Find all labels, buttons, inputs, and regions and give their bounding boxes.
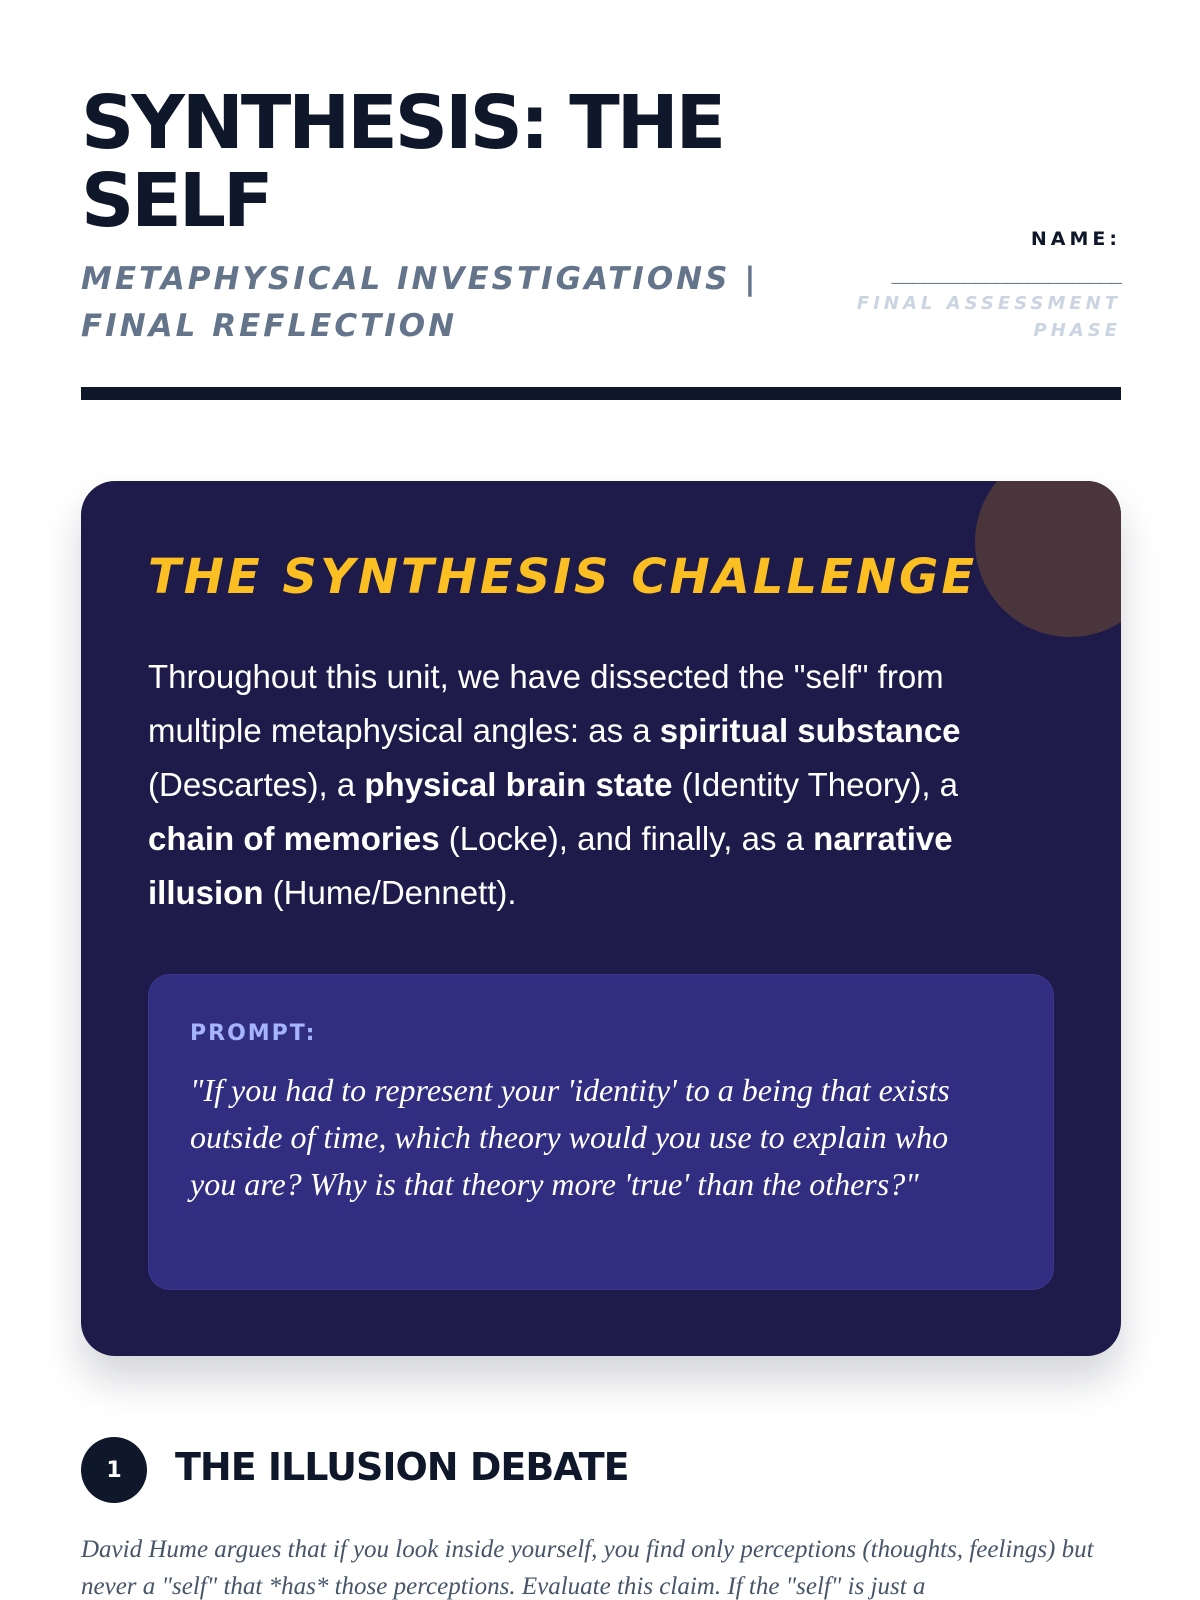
phase-label: FINAL ASSESSMENT PHASE bbox=[856, 293, 1121, 341]
name-field[interactable]: ______________________ bbox=[891, 262, 1121, 284]
challenge-term: spiritual substance bbox=[659, 712, 961, 749]
page-title: SYNTHESIS: THE SELF bbox=[81, 80, 724, 244]
challenge-text: (Hume/Dennett). bbox=[263, 874, 517, 911]
section-title: THE ILLUSION DEBATE bbox=[175, 1445, 629, 1489]
section-number-badge: 1 bbox=[81, 1437, 147, 1503]
challenge-term: narrative illusion bbox=[148, 820, 953, 911]
section-body: David Hume argues that if you look inside yourself, you find only perceptions (thoughts, feelings) but never a "self" that *has* those perceptions. Evaluate this claim. If the "self" is just a bbox=[81, 1536, 1094, 1600]
page-header bbox=[81, 80, 1121, 404]
challenge-card bbox=[81, 481, 1121, 1356]
prompt-label: PROMPT: bbox=[190, 1021, 317, 1046]
challenge-title: THE SYNTHESIS CHALLENGE bbox=[148, 549, 978, 605]
challenge-text: (Identity Theory), a bbox=[672, 766, 959, 803]
page-subtitle: METAPHYSICAL INVESTIGATIONS | FINAL REFLECTION bbox=[81, 261, 759, 344]
header-divider bbox=[81, 387, 1121, 400]
challenge-term: physical brain state bbox=[364, 766, 673, 803]
challenge-text: Throughout this unit, we have dissected the "self" from multiple metaphysical angles: as a bbox=[148, 658, 944, 749]
challenge-body bbox=[148, 650, 1008, 920]
name-block bbox=[801, 228, 1121, 344]
prompt-text: "If you had to represent your 'identity' to a being that exists outside of time, which theory would you use to explain who you are? Why is that theory more 'true' than the others?" bbox=[190, 1072, 950, 1202]
challenge-text: (Descartes), a bbox=[148, 766, 365, 803]
challenge-term: chain of memories bbox=[148, 820, 440, 857]
name-label: NAME: bbox=[1030, 228, 1121, 250]
prompt-box bbox=[148, 974, 1054, 1290]
challenge-text: (Locke), and finally, as a bbox=[439, 820, 814, 857]
